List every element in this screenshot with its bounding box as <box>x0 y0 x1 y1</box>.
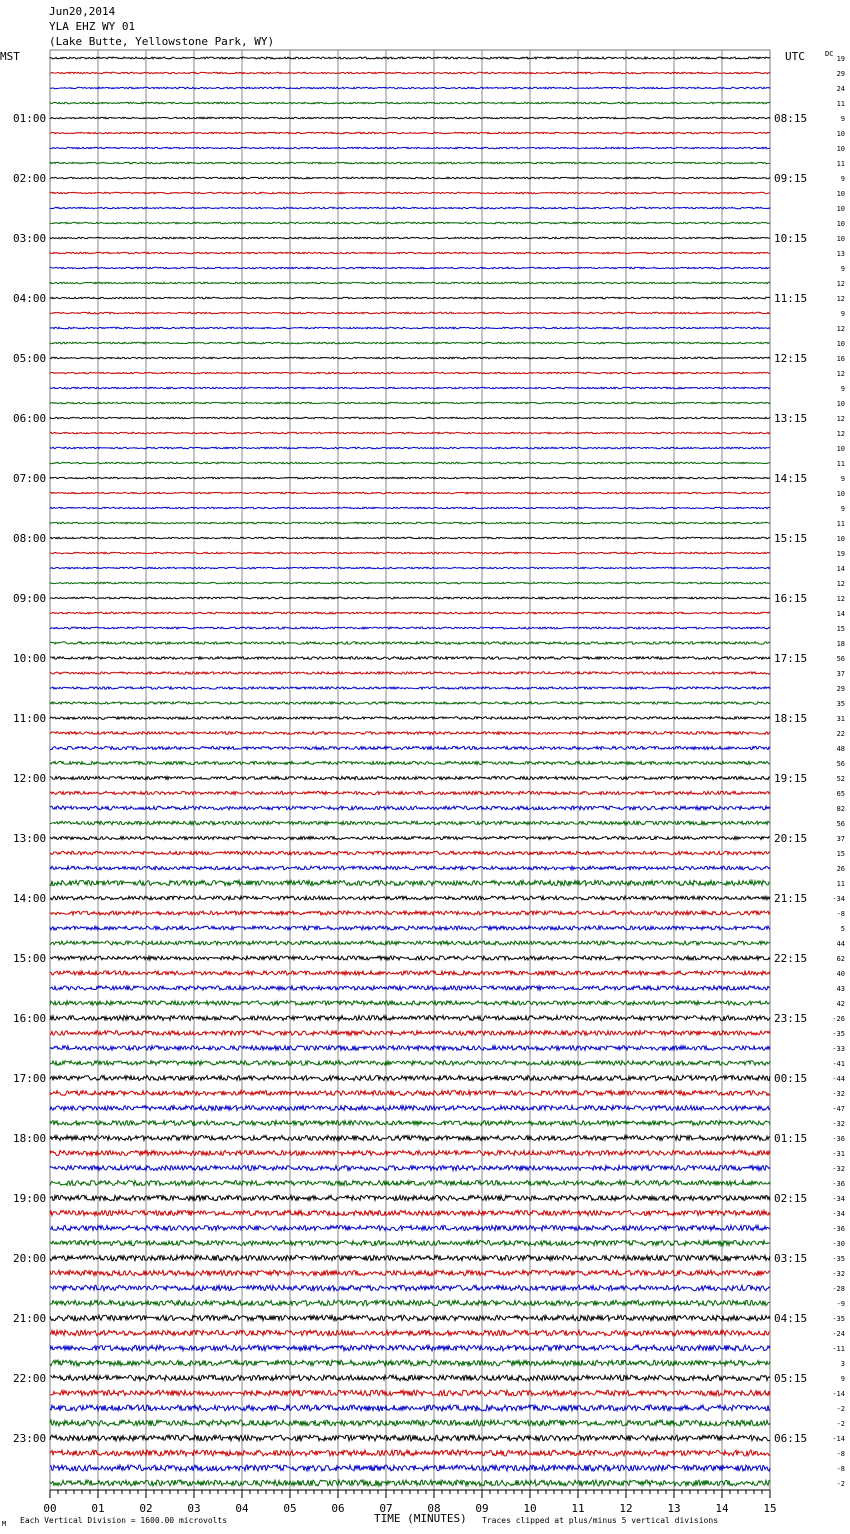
trace-line <box>50 1435 770 1441</box>
dc-offset-label: -36 <box>832 1225 845 1233</box>
mst-hour-label: 07:00 <box>13 472 47 485</box>
dc-offset-label: -41 <box>832 1060 845 1068</box>
trace-line <box>50 956 770 960</box>
trace-line <box>50 986 770 990</box>
dc-offset-label: -32 <box>832 1120 845 1128</box>
dc-offset-label: 29 <box>836 70 845 78</box>
dc-offset-label: -34 <box>832 895 845 903</box>
trace-line <box>50 1405 770 1411</box>
mst-hour-label: 06:00 <box>13 412 47 425</box>
trace-line <box>50 1210 770 1215</box>
trace-line <box>50 1450 770 1456</box>
footer-clip-note: Traces clipped at plus/minus 5 vertical divisions <box>482 1516 719 1525</box>
dc-offset-label: 43 <box>836 985 845 993</box>
trace-line <box>50 222 770 224</box>
trace-line <box>50 492 770 494</box>
trace-line <box>50 87 770 89</box>
utc-hour-label: 17:15 <box>774 652 808 665</box>
trace-line <box>50 687 770 689</box>
trace-line <box>50 597 770 599</box>
dc-offset-label: 11 <box>836 460 845 468</box>
x-tick-label: 09 <box>475 1502 489 1515</box>
mst-hour-labels <box>13 112 46 1445</box>
dc-offset-label: 9 <box>840 1375 845 1383</box>
trace-line <box>50 880 770 885</box>
trace-line <box>50 851 770 855</box>
dc-offset-label: -14 <box>832 1435 845 1443</box>
x-tick-label: 14 <box>715 1502 729 1515</box>
trace-line <box>50 177 770 179</box>
x-tick-label: 03 <box>187 1502 201 1515</box>
mst-hour-label: 23:00 <box>13 1432 47 1445</box>
dc-offset-label: -35 <box>832 1255 845 1263</box>
dc-offset-label: -14 <box>832 1390 845 1398</box>
mst-hour-label: 04:00 <box>13 292 47 305</box>
footer-scale-note: Each Vertical Division = 1600.00 microvolts <box>20 1516 228 1525</box>
trace-line <box>50 477 770 479</box>
dc-offset-label: -31 <box>832 1150 845 1158</box>
trace-line <box>50 1255 770 1260</box>
trace-line <box>50 1121 770 1126</box>
trace-line <box>50 132 770 134</box>
dc-offset-label: 42 <box>836 1000 845 1008</box>
trace-line <box>50 1390 770 1396</box>
mst-hour-label: 03:00 <box>13 232 47 245</box>
dc-offset-label: 16 <box>836 355 845 363</box>
dc-offset-label: 10 <box>836 400 845 408</box>
trace-line <box>50 1330 770 1335</box>
utc-hour-label: 14:15 <box>774 472 808 485</box>
trace-line <box>50 1046 770 1051</box>
dc-offset-label: -2 <box>836 1420 845 1428</box>
dc-offset-label: 14 <box>836 610 845 618</box>
trace-line <box>50 387 770 389</box>
dc-offset-label: 24 <box>836 85 845 93</box>
x-tick-label: 08 <box>427 1502 441 1515</box>
dc-offset-label: -28 <box>832 1285 845 1293</box>
dc-offset-label: 48 <box>836 745 845 753</box>
trace-line <box>50 1270 770 1275</box>
trace-line <box>50 642 770 645</box>
dc-offset-label: 10 <box>836 190 845 198</box>
dc-offset-label: 10 <box>836 490 845 498</box>
trace-line <box>50 1136 770 1141</box>
dc-offset-label: 12 <box>836 325 845 333</box>
trace-line <box>50 72 770 74</box>
dc-offset-label: -34 <box>832 1195 845 1203</box>
trace-line <box>50 522 770 524</box>
trace-line <box>50 312 770 314</box>
trace-line <box>50 926 770 930</box>
mst-hour-label: 16:00 <box>13 1012 47 1025</box>
dc-offset-label: 26 <box>836 865 845 873</box>
trace-line <box>50 746 770 749</box>
utc-hour-label: 21:15 <box>774 892 808 905</box>
trace-line <box>50 402 770 404</box>
x-tick-label: 04 <box>235 1502 249 1515</box>
dc-offset-label: 19 <box>836 55 845 63</box>
trace-line <box>50 192 770 194</box>
trace-line <box>50 1240 770 1245</box>
utc-hour-label: 01:15 <box>774 1132 808 1145</box>
dc-offset-label: -8 <box>836 910 845 918</box>
trace-line <box>50 552 770 554</box>
utc-hour-label: 06:15 <box>774 1432 808 1445</box>
trace-line <box>50 761 770 764</box>
trace-line <box>50 866 770 870</box>
utc-axis-title: UTC <box>785 50 805 63</box>
trace-line <box>50 1106 770 1111</box>
mst-hour-label: 17:00 <box>13 1072 47 1085</box>
trace-line <box>50 1420 770 1426</box>
mst-hour-label: 20:00 <box>13 1252 47 1265</box>
dc-offset-label: -11 <box>832 1345 845 1353</box>
utc-hour-label: 03:15 <box>774 1252 808 1265</box>
dc-offset-label: 9 <box>840 385 845 393</box>
trace-line <box>50 567 770 569</box>
trace-line <box>50 447 770 449</box>
utc-hour-label: 13:15 <box>774 412 808 425</box>
mst-hour-label: 22:00 <box>13 1372 47 1385</box>
trace-line <box>50 821 770 825</box>
mst-hour-label: 08:00 <box>13 532 47 545</box>
dc-offset-label: 56 <box>836 760 845 768</box>
utc-hour-label: 20:15 <box>774 832 808 845</box>
trace-line <box>50 1061 770 1066</box>
mst-hour-label: 05:00 <box>13 352 47 365</box>
trace-line <box>50 282 770 284</box>
trace-line <box>50 297 770 299</box>
trace-line <box>50 1225 770 1230</box>
dc-offset-label: 10 <box>836 145 845 153</box>
trace-line <box>50 417 770 419</box>
dc-offset-label: 9 <box>840 265 845 273</box>
dc-offset-label: 18 <box>836 640 845 648</box>
x-tick-label: 07 <box>379 1502 393 1515</box>
dc-offset-label: 44 <box>836 940 845 948</box>
dc-offset-label: 10 <box>836 340 845 348</box>
dc-offset-label: 10 <box>836 235 845 243</box>
x-tick-label: 01 <box>91 1502 105 1515</box>
trace-line <box>50 117 770 119</box>
trace-line <box>50 672 770 674</box>
dc-offset-label: 10 <box>836 445 845 453</box>
trace-line <box>50 1091 770 1096</box>
dc-offset-label: 9 <box>840 310 845 318</box>
dc-axis-title: DC <box>825 50 834 58</box>
trace-line <box>50 432 770 434</box>
x-tick-label: 13 <box>667 1502 681 1515</box>
dc-offset-label: 5 <box>840 925 845 933</box>
dc-offset-label: -9 <box>836 1300 845 1308</box>
trace-line <box>50 941 770 945</box>
trace-line <box>50 57 770 59</box>
x-axis-title: TIME (MINUTES) <box>374 1512 467 1525</box>
dc-offset-label: 9 <box>840 475 845 483</box>
utc-hour-label: 12:15 <box>774 352 808 365</box>
utc-hour-label: 00:15 <box>774 1072 808 1085</box>
utc-hour-label: 10:15 <box>774 232 808 245</box>
dc-offset-label: 12 <box>836 595 845 603</box>
utc-hour-label: 19:15 <box>774 772 808 785</box>
trace-line <box>50 1181 770 1186</box>
dc-offset-label: -24 <box>832 1330 845 1338</box>
dc-offset-label: 56 <box>836 820 845 828</box>
dc-offset-label: 52 <box>836 775 845 783</box>
dc-offset-label: -44 <box>832 1075 845 1083</box>
mst-hour-label: 11:00 <box>13 712 47 725</box>
trace-line <box>50 207 770 209</box>
dc-offset-label: 14 <box>836 565 845 573</box>
trace-line <box>50 327 770 329</box>
mst-hour-label: 21:00 <box>13 1312 47 1325</box>
dc-offset-label: -36 <box>832 1135 845 1143</box>
dc-offset-label: -47 <box>832 1105 845 1113</box>
dc-offset-label: 29 <box>836 685 845 693</box>
x-tick-label: 02 <box>139 1502 153 1515</box>
corner-mark: M <box>2 1520 7 1528</box>
dc-offset-label: -32 <box>832 1165 845 1173</box>
dc-offset-label: -36 <box>832 1180 845 1188</box>
trace-line <box>50 147 770 149</box>
dc-offset-label: 12 <box>836 280 845 288</box>
dc-offset-label: 15 <box>836 625 845 633</box>
dc-offset-label: 10 <box>836 220 845 228</box>
dc-offset-label: 12 <box>836 580 845 588</box>
trace-line <box>50 267 770 269</box>
dc-offset-label: 37 <box>836 670 845 678</box>
dc-offset-label: 31 <box>836 715 845 723</box>
trace-line <box>50 507 770 509</box>
trace-line <box>50 357 770 359</box>
trace-line <box>50 732 770 735</box>
trace-line <box>50 1151 770 1156</box>
trace-line <box>50 1300 770 1305</box>
dc-offset-label: 37 <box>836 835 845 843</box>
dc-offset-label: 40 <box>836 970 845 978</box>
utc-hour-label: 04:15 <box>774 1312 808 1325</box>
x-tick-label: 10 <box>523 1502 537 1515</box>
seismic-traces <box>50 57 770 1486</box>
dc-offset-label: 9 <box>840 505 845 513</box>
trace-line <box>50 1345 770 1351</box>
trace-line <box>50 717 770 720</box>
trace-line <box>50 1076 770 1081</box>
trace-line <box>50 702 770 704</box>
utc-hour-label: 16:15 <box>774 592 808 605</box>
dc-offset-label: -35 <box>832 1315 845 1323</box>
x-tick-label: 05 <box>283 1502 297 1515</box>
x-tick-label: 00 <box>43 1502 57 1515</box>
trace-line <box>50 342 770 344</box>
mst-hour-label: 13:00 <box>13 832 47 845</box>
x-tick-label: 12 <box>619 1502 633 1515</box>
dc-offset-label: 12 <box>836 295 845 303</box>
trace-line <box>50 1016 770 1021</box>
dc-offset-label: 9 <box>840 175 845 183</box>
dc-offset-label: 35 <box>836 700 845 708</box>
mst-hour-label: 01:00 <box>13 112 47 125</box>
dc-offset-label: 11 <box>836 880 845 888</box>
dc-offset-label: 62 <box>836 955 845 963</box>
trace-line <box>50 372 770 374</box>
trace-line <box>50 162 770 164</box>
dc-offset-label: 10 <box>836 205 845 213</box>
dc-offset-label: -2 <box>836 1480 845 1488</box>
trace-line <box>50 1285 770 1290</box>
trace-line <box>50 102 770 104</box>
trace-line <box>50 462 770 464</box>
trace-line <box>50 1166 770 1171</box>
utc-hour-labels <box>774 112 807 1445</box>
trace-line <box>50 791 770 794</box>
trace-line <box>50 806 770 810</box>
dc-offset-label: -32 <box>832 1270 845 1278</box>
trace-line <box>50 657 770 660</box>
dc-offset-label: -35 <box>832 1030 845 1038</box>
header-location: (Lake Butte, Yellowstone Park, WY) <box>49 35 275 48</box>
trace-line <box>50 1001 770 1005</box>
mst-axis-title: MST <box>0 50 20 63</box>
utc-hour-label: 22:15 <box>774 952 808 965</box>
trace-line <box>50 627 770 629</box>
utc-hour-label: 05:15 <box>774 1372 808 1385</box>
dc-offset-label: 11 <box>836 520 845 528</box>
mst-hour-label: 12:00 <box>13 772 47 785</box>
dc-offset-label: 12 <box>836 415 845 423</box>
trace-line <box>50 1465 770 1471</box>
dc-offset-label: -8 <box>836 1465 845 1473</box>
dc-offset-label: 10 <box>836 130 845 138</box>
utc-hour-label: 09:15 <box>774 172 808 185</box>
dc-offset-label: 11 <box>836 100 845 108</box>
trace-line <box>50 1195 770 1200</box>
trace-line <box>50 911 770 915</box>
mst-hour-label: 02:00 <box>13 172 47 185</box>
dc-offset-label: 11 <box>836 160 845 168</box>
x-tick-label: 15 <box>763 1502 777 1515</box>
mst-hour-label: 10:00 <box>13 652 47 665</box>
x-tick-label: 11 <box>571 1502 585 1515</box>
dc-offset-label: 22 <box>836 730 845 738</box>
utc-hour-label: 11:15 <box>774 292 808 305</box>
dc-offset-label: -30 <box>832 1240 845 1248</box>
utc-hour-label: 18:15 <box>774 712 808 725</box>
dc-offset-label: 10 <box>836 535 845 543</box>
trace-line <box>50 612 770 614</box>
trace-line <box>50 252 770 254</box>
mst-hour-label: 15:00 <box>13 952 47 965</box>
mst-hour-label: 19:00 <box>13 1192 47 1205</box>
dc-offset-label: -26 <box>832 1015 845 1023</box>
dc-offset-label: 82 <box>836 805 845 813</box>
dc-offset-label: 65 <box>836 790 845 798</box>
dc-offset-label: 9 <box>840 115 845 123</box>
trace-line <box>50 896 770 900</box>
dc-offset-label: 12 <box>836 430 845 438</box>
dc-offset-label: 56 <box>836 655 845 663</box>
trace-line <box>50 537 770 539</box>
utc-hour-label: 02:15 <box>774 1192 808 1205</box>
dc-offset-label: 12 <box>836 370 845 378</box>
header-date: Jun20,2014 <box>49 5 116 18</box>
trace-line <box>50 237 770 239</box>
dc-offset-label: 3 <box>840 1360 845 1368</box>
utc-hour-label: 08:15 <box>774 112 808 125</box>
header-station: YLA EHZ WY 01 <box>49 20 136 33</box>
dc-offset-label: -2 <box>836 1405 845 1413</box>
trace-line <box>50 1315 770 1320</box>
dc-offset-label: -32 <box>832 1090 845 1098</box>
utc-hour-label: 23:15 <box>774 1012 808 1025</box>
dc-offset-label: -8 <box>836 1450 845 1458</box>
mst-hour-label: 14:00 <box>13 892 47 905</box>
utc-hour-label: 15:15 <box>774 532 808 545</box>
dc-offset-label: 15 <box>836 850 845 858</box>
trace-line <box>50 971 770 975</box>
trace-line <box>50 1360 770 1366</box>
mst-hour-label: 09:00 <box>13 592 47 605</box>
dc-offset-labels <box>832 55 845 1488</box>
trace-line <box>50 836 770 839</box>
x-tick-label: 06 <box>331 1502 345 1515</box>
dc-offset-label: -34 <box>832 1210 845 1218</box>
trace-line <box>50 1375 770 1381</box>
trace-line <box>50 582 770 584</box>
trace-line <box>50 1031 770 1036</box>
dc-offset-label: -33 <box>832 1045 845 1053</box>
trace-line <box>50 1480 770 1486</box>
dc-offset-label: 13 <box>836 250 845 258</box>
trace-line <box>50 776 770 779</box>
mst-hour-label: 18:00 <box>13 1132 47 1145</box>
dc-offset-label: 19 <box>836 550 845 558</box>
